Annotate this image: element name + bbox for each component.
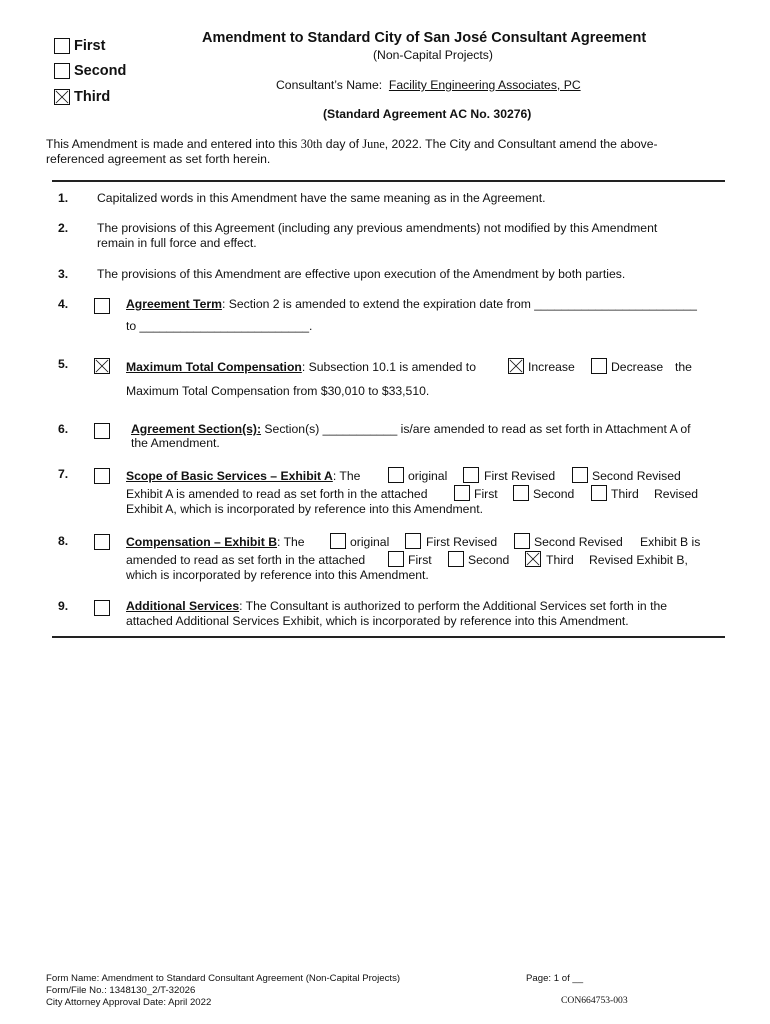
agreement-term-checkbox[interactable] <box>94 298 110 314</box>
item-7-line-3: Exhibit A, which is incorporated by reference into this Amendment. <box>126 502 484 516</box>
exhibit-b-second-checkbox[interactable] <box>448 551 464 567</box>
compensation-exhibit-b-heading: Compensation – Exhibit B <box>126 535 278 549</box>
agreement-sections-heading: Agreement Section(s): <box>131 422 262 436</box>
item-number: 8. <box>58 534 69 548</box>
item-number: 5. <box>58 357 69 371</box>
item-number: 6. <box>58 422 69 436</box>
item-number: 2. <box>58 221 69 235</box>
footer-page-number: Page: 1 of __ <box>526 973 584 984</box>
exhibit-a-first-revised-label: First Revised <box>484 469 556 483</box>
third-amendment-label: Third <box>74 89 111 105</box>
footer-form-file: Form/File No.: 1348130_2/T-32026 <box>46 985 196 996</box>
decrease-label: Decrease <box>611 360 664 374</box>
exhibit-a-third-label: Third <box>611 487 639 501</box>
item-number: 4. <box>58 297 69 311</box>
document-title: Amendment to Standard City of San José Consultant Agreement <box>202 30 647 46</box>
item-3-text: The provisions of this Amendment are effective upon execution of the Amendment by both parties. <box>97 267 626 281</box>
max-compensation-checkbox[interactable] <box>94 358 110 374</box>
item-number: 3. <box>58 267 69 281</box>
additional-services-checkbox[interactable] <box>94 600 110 616</box>
scope-services-heading: Scope of Basic Services – Exhibit A <box>126 469 333 483</box>
exhibit-b-third-checkbox[interactable] <box>525 551 541 567</box>
agreement-number: (Standard Agreement AC No. 30276) <box>323 107 532 121</box>
intro-day: 30th <box>300 137 323 151</box>
second-amendment-label: Second <box>74 63 127 79</box>
additional-services-heading: Additional Services <box>126 599 240 613</box>
item-5-line-2: Maximum Total Compensation from $30,010 to $33,510. <box>126 384 430 398</box>
exhibit-a-third-checkbox[interactable] <box>591 485 607 501</box>
exhibit-b-first-revised-checkbox[interactable] <box>405 533 421 549</box>
item-5-line-1: Maximum Total Compensation: Subsection 10.1 is amended to <box>126 360 476 374</box>
footer-con-code: CON664753-003 <box>561 995 628 1006</box>
item-2-line-2: remain in full force and effect. <box>97 236 257 250</box>
increase-checkbox[interactable] <box>508 358 524 374</box>
exhibit-b-original-label: original <box>350 535 390 549</box>
item-8-line-2: amended to read as set forth in the attached <box>126 553 366 567</box>
exhibit-a-second-checkbox[interactable] <box>513 485 529 501</box>
exhibit-a-original-label: original <box>408 469 448 483</box>
exhibit-b-first-revised-label: First Revised <box>426 535 498 549</box>
consultant-name-row <box>276 78 581 92</box>
exhibit-b-first-checkbox[interactable] <box>388 551 404 567</box>
exhibit-a-second-label: Second <box>533 487 575 501</box>
intro-line-1: This Amendment is made and entered into this 30th day of June, 2022. The City and Consultant amend the above- <box>46 137 658 151</box>
second-amendment-checkbox[interactable] <box>54 63 70 79</box>
exhibit-a-first-checkbox[interactable] <box>454 485 470 501</box>
footer-form-name: Form Name: Amendment to Standard Consultant Agreement (Non-Capital Projects) <box>46 973 401 984</box>
exhibit-b-second-label: Second <box>468 553 510 567</box>
exhibit-a-revised-label: Revised <box>654 487 699 501</box>
exhibit-a-first-revised-checkbox[interactable] <box>463 467 479 483</box>
decrease-checkbox[interactable] <box>591 358 607 374</box>
exhibit-b-revised-label: Revised Exhibit B, <box>589 553 688 567</box>
item-2-line-1: The provisions of this Agreement (including any previous amendments) not modified by this Amendment <box>97 221 658 235</box>
max-compensation-heading: Maximum Total Compensation <box>126 360 302 374</box>
exhibit-a-second-revised-label: Second Revised <box>592 469 681 483</box>
exhibit-b-second-revised-label: Second Revised <box>534 535 623 549</box>
agreement-term-heading: Agreement Term <box>126 297 222 311</box>
intro-month: June <box>362 137 385 151</box>
first-amendment-label: First <box>74 38 106 54</box>
exhibit-b-original-checkbox[interactable] <box>330 533 346 549</box>
exhibit-b-first-label: First <box>408 553 432 567</box>
item-number: 1. <box>58 191 69 205</box>
item-8-line-3: which is incorporated by reference into this Amendment. <box>126 568 429 582</box>
item-7-line-1: Scope of Basic Services – Exhibit A: The <box>126 469 361 483</box>
item-5-the: the <box>675 360 692 374</box>
first-amendment-checkbox[interactable] <box>54 38 70 54</box>
item-9-line-1: Additional Services: The Consultant is authorized to perform the Additional Services set forth in the <box>126 599 668 613</box>
consultant-name-value: Facility Engineering Associates, PC <box>388 78 581 92</box>
item-4-line-1: Agreement Term: Section 2 is amended to extend the expiration date from ________________________ <box>126 297 697 311</box>
item-number: 7. <box>58 467 69 481</box>
consultant-name-label: Consultant’s Name: <box>276 78 383 92</box>
bottom-divider <box>52 636 725 638</box>
exhibit-b-is-label: Exhibit B is <box>640 535 701 549</box>
item-6-line-2: the Amendment. <box>131 436 220 450</box>
item-7-line-2: Exhibit A is amended to read as set forth in the attached <box>126 487 428 501</box>
exhibit-a-original-checkbox[interactable] <box>388 467 404 483</box>
top-divider <box>52 180 725 182</box>
footer-approval-date: City Attorney Approval Date: April 2022 <box>46 997 212 1008</box>
item-9-line-2: attached Additional Services Exhibit, which is incorporated by reference into this Amendment. <box>126 614 629 628</box>
item-6-line-1: Agreement Section(s): Section(s) ___________ is/are amended to read as set forth in Attachment A of <box>131 422 691 436</box>
increase-label: Increase <box>528 360 575 374</box>
exhibit-b-third-label: Third <box>546 553 574 567</box>
exhibit-a-second-revised-checkbox[interactable] <box>572 467 588 483</box>
document-subtitle: (Non-Capital Projects) <box>373 48 493 62</box>
item-1-text: Capitalized words in this Amendment have the same meaning as in the Agreement. <box>97 191 546 205</box>
item-8-line-1: Compensation – Exhibit B: The <box>126 535 305 549</box>
third-amendment-checkbox[interactable] <box>54 89 70 105</box>
agreement-sections-checkbox[interactable] <box>94 423 110 439</box>
compensation-exhibit-b-checkbox[interactable] <box>94 534 110 550</box>
exhibit-a-first-label: First <box>474 487 498 501</box>
item-4-line-2: to _________________________. <box>126 319 313 333</box>
scope-services-checkbox[interactable] <box>94 468 110 484</box>
intro-line-2: referenced agreement as set forth herein. <box>46 152 271 166</box>
exhibit-b-second-revised-checkbox[interactable] <box>514 533 530 549</box>
item-number: 9. <box>58 599 69 613</box>
